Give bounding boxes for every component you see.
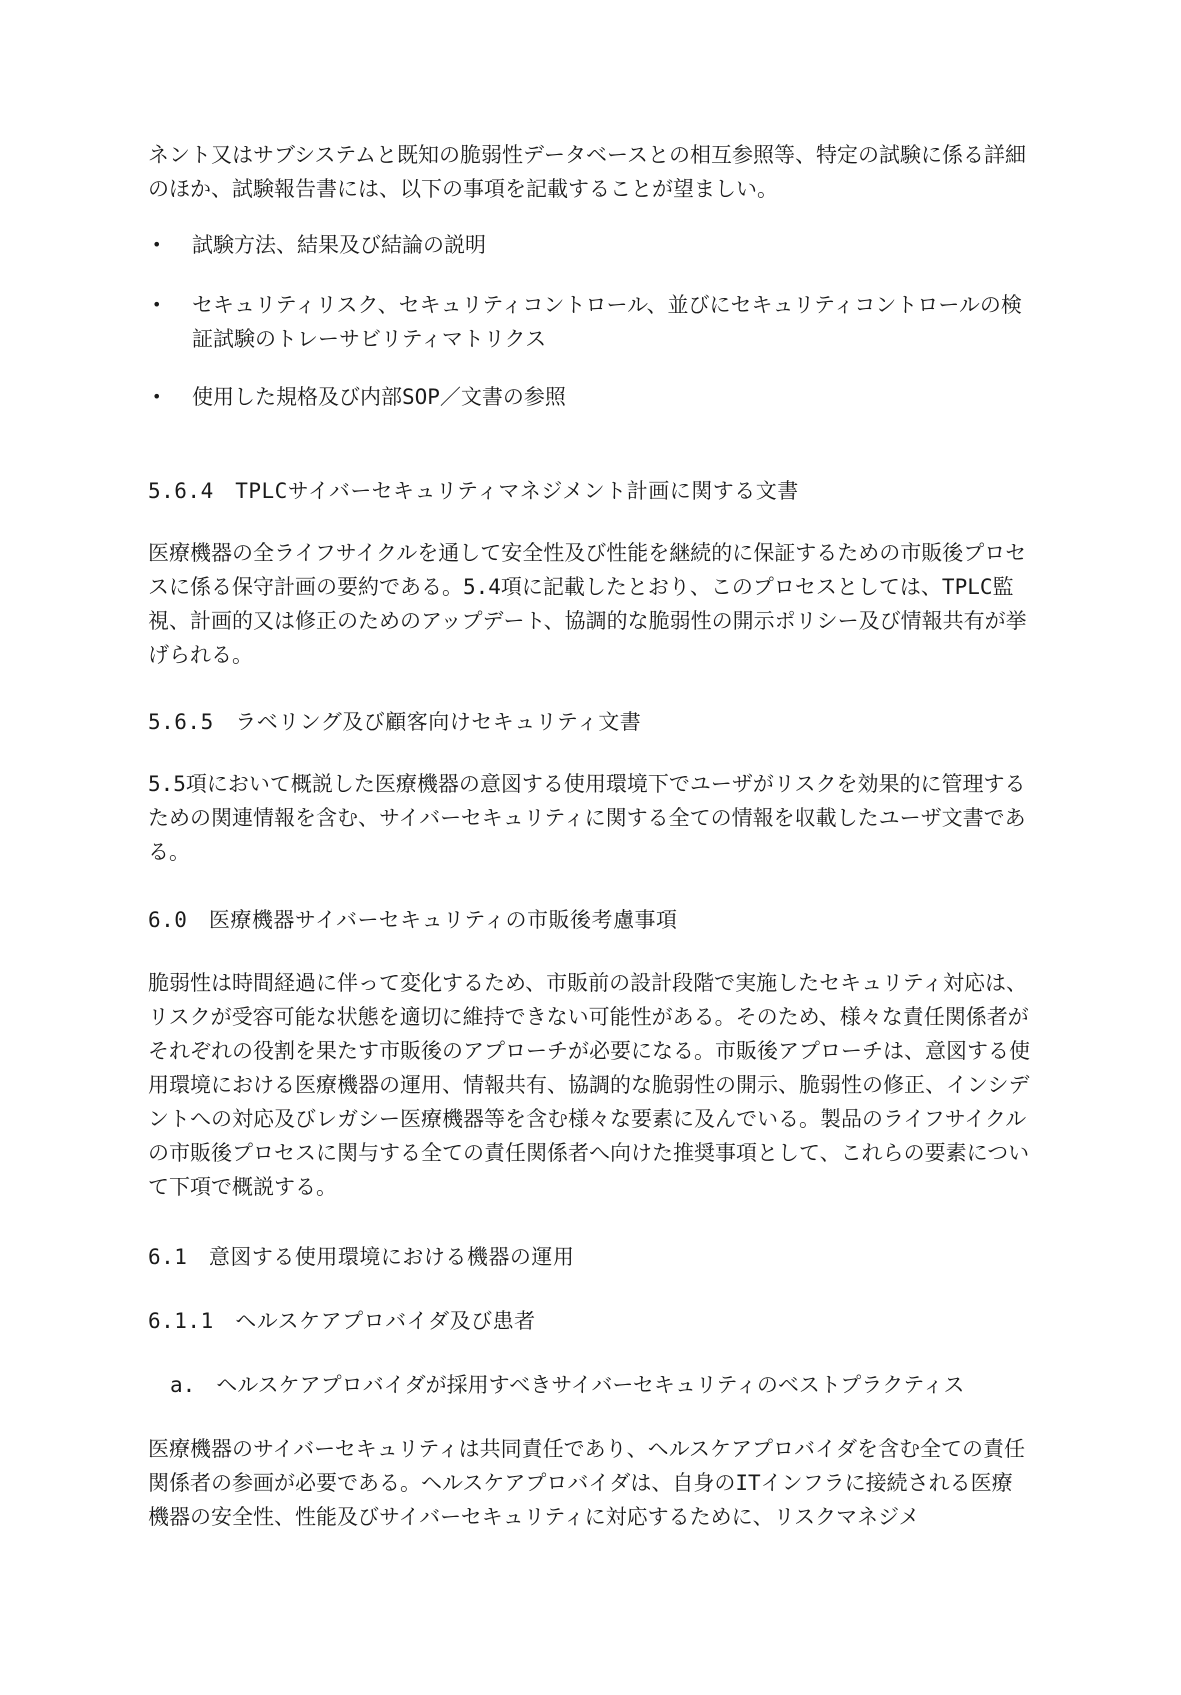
bullet-icon: • <box>152 295 162 314</box>
section-heading-5-6-5: 5.6.5 ラベリング及び顧客向けセキュリティ文書 <box>148 710 642 734</box>
section-heading-5-6-4: 5.6.4 TPLCサイバーセキュリティマネジメント計画に関する文書 <box>148 479 799 503</box>
section-heading-6-1-1: 6.1.1 ヘルスケアプロバイダ及び患者 <box>148 1309 536 1333</box>
bullet-text: 使用した規格及び内部SOP／文書の参照 <box>192 385 566 409</box>
section-heading-6-1: 6.1 意図する使用環境における機器の運用 <box>148 1245 575 1269</box>
intro-paragraph: ネント又はサブシステムと既知の脆弱性データベースとの相互参照等、特定の試験に係る詳細のほか、試験報告書には、以下の事項を記載することが望ましい。 <box>148 143 1027 201</box>
bullet-icon: • <box>152 387 162 406</box>
section-paragraph-5-6-4: 医療機器の全ライフサイクルを通して安全性及び性能を継続的に保証するための市販後プロセスに係る保守計画の要約である。5.4項に記載したとおり、このプロセスとしては、TPLC監視、計画的又は修正のためのアップデート、協調的な脆弱性の開示ポリシー及び情報共有が挙げられる。 <box>148 541 1027 667</box>
subitem-a-heading: a. ヘルスケアプロバイダが採用すべきサイバーセキュリティのベストプラクティス <box>170 1373 965 1397</box>
bullet-icon: • <box>152 235 162 254</box>
section-heading-6-0: 6.0 医療機器サイバーセキュリティの市販後考慮事項 <box>148 908 678 932</box>
section-paragraph-5-6-5: 5.5項において概説した医療機器の意図する使用環境下でユーザがリスクを効果的に管理するための関連情報を含む、サイバーセキュリティに関する全ての情報を収載したユーザ文書である。 <box>148 772 1026 864</box>
bullet-text: 試験方法、結果及び結論の説明 <box>192 233 486 257</box>
section-paragraph-6-0: 脆弱性は時間経過に伴って変化するため、市販前の設計段階で実施したセキュリティ対応は、リスクが受容可能な状態を適切に維持できない可能性がある。そのため、様々な責任関係者がそれぞれの役割を果たす市販後のアプローチが必要になる。市販後アプローチは、意図する使用環境における医療機器の運用、情報共有、協調的な脆弱性の開示、脆弱性の修正、インシデントへの対応及びレガシー医療機器等を含む様々な要素に及んでいる。製品のライフサイクルの市販後プロセスに関与する全ての責任関係者へ向けた推奨事項として、これらの要素について下項で概説する。 <box>148 971 1030 1199</box>
section-paragraph-6-1-1-a: 医療機器のサイバーセキュリティは共同責任であり、ヘルスケアプロバイダを含む全ての責任関係者の参画が必要である。ヘルスケアプロバイダは、自身のITインフラに接続される医療機器の安全性、性能及びサイバーセキュリティに対応するために、リスクマネジメ <box>148 1437 1025 1529</box>
bullet-text: セキュリティリスク、セキュリティコントロール、並びにセキュリティコントロールの検証試験のトレーサビリティマトリクス <box>192 293 1022 351</box>
